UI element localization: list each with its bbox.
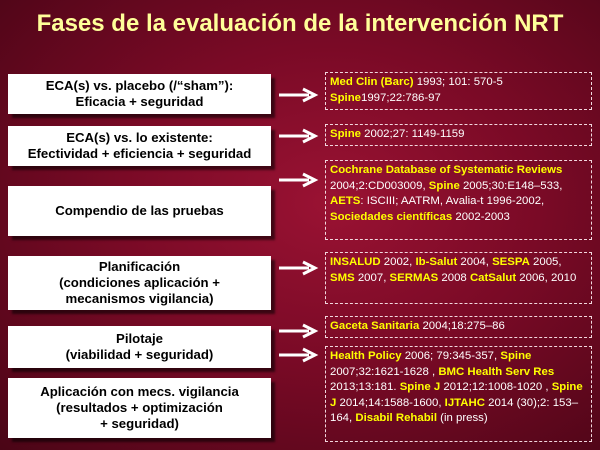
reference-citation: 2014;14:1588-1600, <box>336 396 445 409</box>
reference-source: Cochrane Database of Systematic Reviews <box>330 164 563 176</box>
reference-box-3 <box>325 160 592 240</box>
phase-line: + seguridad) <box>100 416 179 431</box>
reference-citation: 2004;2:CD003009, <box>330 179 429 192</box>
slide-title: Fases de la evaluación de la intervención NRT <box>36 10 564 37</box>
phase-line: Planificación <box>98 259 181 274</box>
reference-citation: 1997;22:786-97 <box>361 91 441 104</box>
arrow-right-icon <box>279 347 319 363</box>
phase-line: ECA(s) vs. placebo (/“sham”): <box>45 78 234 93</box>
reference-citation: 2006; 79:345-357, <box>401 350 501 362</box>
reference-citation: : ISCIII; AATRM, Avalia-t 1996-2002, <box>360 195 545 207</box>
reference-citation: 2007;32:1621-1628 , <box>330 365 439 378</box>
reference-citation: 2012;12:1008-1020 , <box>440 381 552 393</box>
reference-box-1 <box>325 72 592 110</box>
reference-citation: 2002, <box>380 256 416 268</box>
reference-source: INSALUD <box>330 256 381 268</box>
reference-source: Spine J <box>330 381 583 409</box>
arrow-right-icon <box>279 87 319 103</box>
reference-box-5 <box>325 316 592 338</box>
reference-citation: 2008 <box>438 271 470 284</box>
reference-citation: 2007, <box>354 271 390 284</box>
reference-source: CatSalut <box>469 271 517 284</box>
reference-source: SMS <box>330 271 355 284</box>
reference-source: Health Policy <box>330 350 402 362</box>
reference-citation: 2005, <box>529 256 562 268</box>
reference-source: BMC Health Serv Res <box>438 365 555 378</box>
reference-citation: 2004;18:275–86 <box>419 320 505 332</box>
reference-box-2 <box>325 124 592 146</box>
reference-source: SERMAS <box>389 271 439 284</box>
reference-source: IJTAHC <box>444 396 485 409</box>
phase-box-5 <box>8 326 271 368</box>
arrow-right-icon <box>279 172 319 188</box>
phase-line: (resultados + optimización <box>56 400 223 415</box>
reference-box-4 <box>325 252 592 304</box>
reference-source: Sociedades científicas <box>330 210 453 223</box>
phase-line: (condiciones aplicación + <box>59 275 220 290</box>
reference-source: Disabil Rehabil <box>355 412 437 424</box>
phase-line: Eficacia + seguridad <box>75 94 204 109</box>
phase-line: ECA(s) vs. lo existente: <box>66 130 213 145</box>
reference-citation: 2014 (30);2: 153–164, <box>330 396 579 424</box>
reference-source: Gaceta Sanitaria <box>330 320 420 332</box>
reference-citation: 2005;30:E148–533, <box>459 179 563 192</box>
arrow-right-icon <box>279 128 319 144</box>
phase-line: mecanismos vigilancia) <box>65 291 214 306</box>
reference-citation: 2004, <box>457 256 493 268</box>
arrow-right-icon <box>279 260 319 276</box>
reference-citation: 2013;13:181. <box>330 381 400 393</box>
reference-citation: 1993; 101: 570-5 <box>413 76 503 88</box>
reference-source: Spine <box>330 128 362 140</box>
phase-line: Compendio de las pruebas <box>55 203 224 218</box>
phase-line: Aplicación con mecs. vigilancia <box>40 384 239 399</box>
phase-box-3 <box>8 186 271 236</box>
reference-source: AETS <box>330 195 361 207</box>
reference-source: Spine <box>330 91 362 104</box>
phase-box-2 <box>8 126 271 166</box>
reference-source: Spine <box>428 179 460 192</box>
reference-source: SESPA <box>492 256 530 268</box>
reference-source: Ib-Salut <box>415 256 458 268</box>
phase-box-4 <box>8 256 271 310</box>
reference-source: Spine <box>500 350 532 362</box>
phase-line: (viabilidad + seguridad) <box>65 347 214 362</box>
arrow-right-icon <box>279 323 319 339</box>
reference-source: Spine J <box>399 381 441 393</box>
reference-source: Med Clin (Barc) <box>330 76 414 88</box>
phase-box-6 <box>8 378 271 438</box>
reference-citation: 2006, 2010 <box>516 271 577 284</box>
reference-citation: 2002-2003 <box>452 210 510 223</box>
phase-line: Efectividad + eficiencia + seguridad <box>27 146 252 161</box>
phase-line: Pilotaje <box>116 331 163 346</box>
phase-box-1 <box>8 74 271 114</box>
reference-box-6 <box>325 346 592 442</box>
reference-citation: 2002;27: 1149-1159 <box>361 128 465 140</box>
reference-citation: (in press) <box>437 412 488 424</box>
